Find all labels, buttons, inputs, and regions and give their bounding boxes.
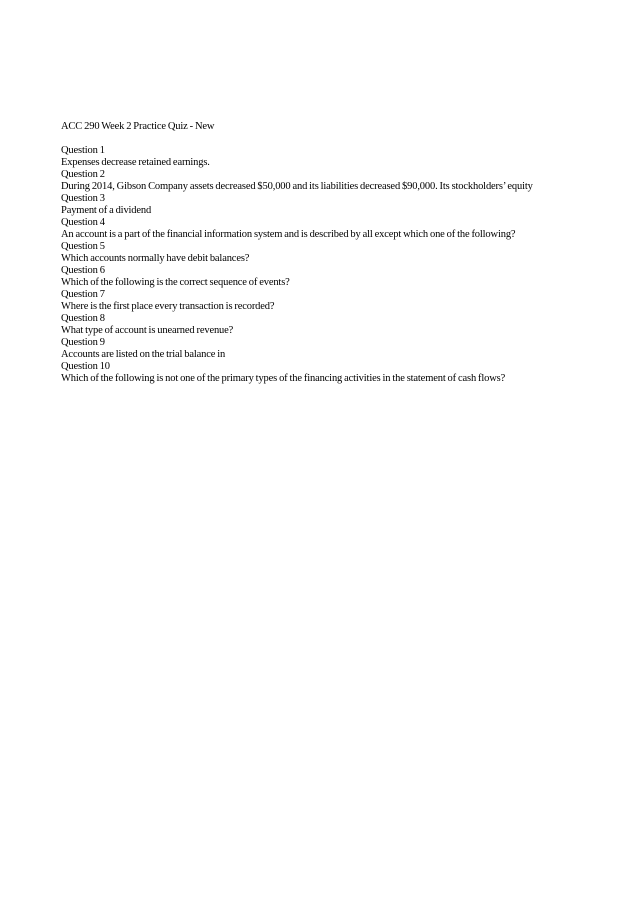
question-item: [61, 361, 621, 385]
question-label: Question 3: [61, 193, 105, 204]
question-text: What type of account is unearned revenue?: [61, 325, 234, 336]
question-item: [61, 289, 621, 313]
question-text: An account is a part of the financial information system and is described by all except which one of the following?: [61, 229, 516, 240]
question-label: Question 8: [61, 313, 105, 324]
question-text: Expenses decrease retained earnings.: [61, 157, 210, 168]
document-body: [61, 121, 621, 385]
question-label: Question 10: [61, 361, 110, 372]
question-label: Question 1: [61, 145, 105, 156]
question-text: Where is the first place every transaction is recorded?: [61, 301, 275, 312]
question-text: Which accounts normally have debit balances?: [61, 253, 250, 264]
question-label: Question 7: [61, 289, 105, 300]
question-item: [61, 265, 621, 289]
document-title: ACC 290 Week 2 Practice Quiz - New: [61, 121, 215, 132]
question-item: [61, 169, 621, 193]
question-label: Question 6: [61, 265, 105, 276]
question-item: [61, 241, 621, 265]
question-label: Question 2: [61, 169, 105, 180]
question-text: Accounts are listed on the trial balance in: [61, 349, 226, 360]
question-item: [61, 145, 621, 169]
question-text: Payment of a dividend: [61, 205, 152, 216]
question-text: Which of the following is the correct sequence of events?: [61, 277, 290, 288]
question-label: Question 5: [61, 241, 105, 252]
question-item: [61, 313, 621, 337]
question-text: Which of the following is not one of the primary types of the financing activities in the statement of cash flows?: [61, 373, 506, 384]
question-item: [61, 217, 621, 241]
question-item: [61, 337, 621, 361]
question-label: Question 9: [61, 337, 105, 348]
question-list: [61, 145, 621, 385]
question-text: During 2014, Gibson Company assets decreased $50,000 and its liabilities decreased $90,000. Its stockholders’ equity: [61, 181, 533, 192]
question-item: [61, 193, 621, 217]
question-label: Question 4: [61, 217, 105, 228]
